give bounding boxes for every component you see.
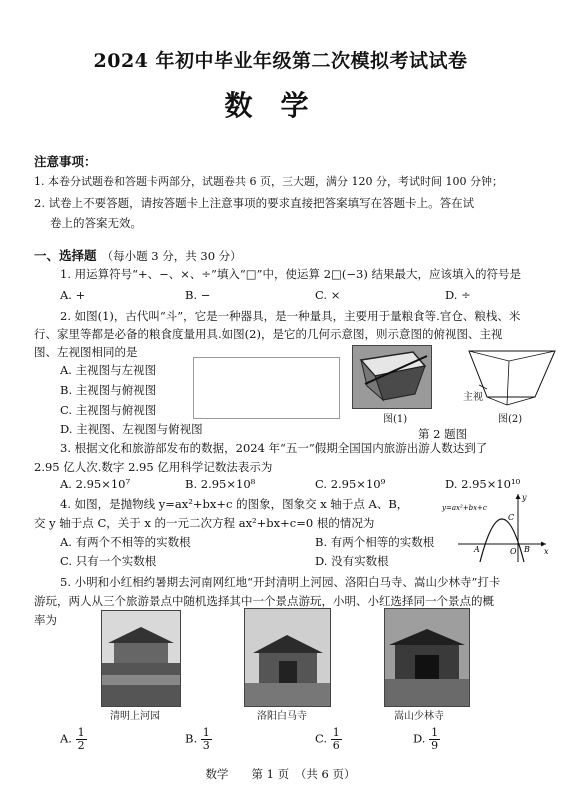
pavilion-icon [102,611,180,706]
graph-label-x: x [544,547,549,556]
note-item-2-line-2: 卷上的答案无效。 [50,216,142,230]
option-a-denominator: 2 [77,739,85,752]
question-5-line-1: 5. 小明和小红相约暑期去河南网红地“开封清明上河园、洛阳白马寺、嵩山少林寺”打卡 [60,575,501,589]
option-d-denominator: 9 [431,739,439,752]
page-footer: 数学 第 1 页 （共 6 页） [205,767,356,781]
section-heading [34,245,242,264]
graph-equation: y=ax²+bx+c [442,504,487,512]
question-2-option-a: A. 主视图与左视图 [60,363,157,377]
caption-shaolin-temple: 嵩山少林寺 [394,711,444,722]
question-2-line-2: 行、家里等都是必备的粮食度量用具.如图(2)，是它的几何示意图，则示意图的俯视图、主视 [34,327,503,341]
question-5-line-3: 率为 [34,613,57,627]
shaolin-temple-photo [384,608,470,707]
parabola-graph [440,490,552,565]
question-2-option-d: D. 主视图、左视图与俯视图 [60,422,203,436]
option-a-fraction [76,727,87,752]
figure-2-caption: 图(2) [498,414,523,425]
question-4-line-2: 交 y 轴于点 C，关于 x 的一元二次方程 ax²+bx+c=0 根的情况为 [34,516,375,530]
option-c-denominator: 6 [332,739,340,752]
blank-figure-box [193,357,340,419]
caption-baima-temple: 洛阳白马寺 [257,711,307,722]
option-d-letter: D. [413,731,426,746]
graph-label-a: A [474,545,480,554]
section-points: （每小题 3 分，共 30 分） [101,249,242,263]
temple-gate-icon [245,609,330,706]
question-1-option-c: C. × [315,288,341,302]
question-3-line-2: 2.95 亿人次.数字 2.95 亿用科学记数法表示为 [34,460,273,474]
question-2-line-1: 2. 如图(1)，古代叫“斗”，它是一种器具，是一种量具，主要用于量粮食等.官仓、粮栈、米 [60,309,521,323]
question-1-option-d: D. ÷ [445,288,471,302]
dou-photo-icon [353,346,431,408]
graph-label-o: O [510,547,517,556]
option-d-numerator: 1 [431,726,439,739]
qingming-park-photo [101,610,181,707]
question-3-option-b: B. 2.95×10⁸ [185,477,256,491]
option-b-letter: B. [185,731,198,746]
option-b-numerator: 1 [202,726,210,739]
option-d-fraction [429,727,440,752]
note-item-1: 1. 本卷分试题卷和答题卡两部分，试题卷共 6 页，三大题，满分 120 分，考试时间 100 分钟； [34,175,503,188]
note-item-2-line-1: 2. 试卷上不要答题，请按答题卡上注意事项的要求直接把答案填写在答题卡上。答在试 [34,196,475,210]
question-5-option-d [413,727,440,752]
question-3-option-a: A. 2.95×10⁷ [60,477,131,491]
question-5-line-2: 游玩，两人从三个旅游景点中随机选择其中一个景点游玩，小明、小红选择同一个景点的概 [34,594,494,608]
front-view-label: 主视 [463,392,483,403]
question-2-figure-caption: 第 2 题图 [418,427,468,441]
option-c-numerator: 1 [332,726,340,739]
dou-photo [352,345,432,409]
caption-qingming-park: 清明上河园 [110,711,160,722]
question-4-option-d: D. 没有实数根 [315,554,389,568]
option-c-fraction [331,727,342,752]
question-1-text: 1. 用运算符号“+、−、×、÷”填入“□”中，使运算 2□(−3) 结果最大，应该填入的符号是 [60,267,521,281]
question-2-option-c: C. 主视图与俯视图 [60,403,157,417]
question-5-option-a [60,727,87,752]
question-2-option-b: B. 主视图与俯视图 [60,383,157,397]
question-3-line-1: 3. 根据文化和旅游部发布的数据，2024 年“五一”假期全国国内旅游出游人数达到了 [60,441,488,455]
temple-hall-icon [385,609,469,706]
graph-label-y: y [522,493,527,502]
question-1-option-b: B. − [185,288,211,302]
baima-temple-photo [244,608,331,707]
graph-label-b: B [524,545,530,554]
question-2-line-3: 图、左视图相同的是 [34,345,138,359]
question-3-option-d: D. 2.95×10¹⁰ [445,477,521,491]
question-4-option-b: B. 有两个相等的实数根 [315,535,435,549]
option-b-denominator: 3 [202,739,210,752]
option-a-letter: A. [60,731,72,746]
option-c-letter: C. [315,731,328,746]
option-a-numerator: 1 [77,726,85,739]
question-4-line-1: 4. 如图，是抛物线 y=ax²+bx+c 的图象，图象交 x 轴于点 A、B， [60,497,409,511]
question-3-option-c: C. 2.95×10⁹ [315,477,386,491]
option-b-fraction [201,727,212,752]
exam-title: 2024 年初中毕业年级第二次模拟考试试卷 [93,50,468,72]
question-4-option-c: C. 只有一个实数根 [60,554,157,568]
figure-1-caption: 图(1) [383,414,408,425]
question-5-option-c [315,727,342,752]
notes-heading: 注意事项： [34,154,97,169]
section-title: 一、选择题 [34,248,97,263]
question-5-option-b [185,727,212,752]
question-1-option-a: A. + [60,288,86,302]
subject-title: 数学 [224,89,337,122]
graph-label-c: C [508,513,515,522]
question-4-option-a: A. 有两个不相等的实数根 [60,535,191,549]
